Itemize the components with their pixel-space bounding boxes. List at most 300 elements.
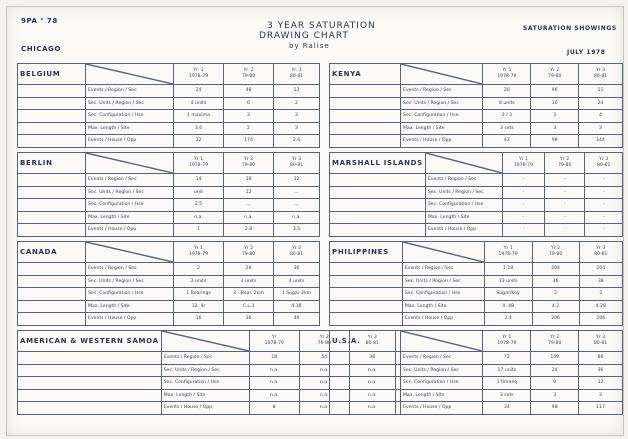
metric-label: Events / House / Opp: [400, 402, 482, 415]
year-header: [274, 242, 320, 263]
value-cell: 204: [532, 263, 579, 276]
year-range: 1978-79: [188, 252, 209, 257]
year-label: Yr 1: [502, 68, 512, 73]
value-cell: 1.18: [484, 263, 532, 276]
value-cell: -: [502, 199, 544, 212]
value-cell: 3: [579, 122, 623, 135]
value-cell: 1: [174, 224, 224, 237]
country-margin-cell: [18, 186, 86, 199]
year-range: 79-80: [241, 74, 256, 79]
year-label: Yr 3: [291, 157, 302, 162]
value-cell: -: [585, 186, 623, 199]
year-header: [249, 331, 299, 352]
table-row: [18, 300, 320, 313]
year-range: 1978-79: [497, 74, 517, 79]
value-cell: n.a.: [349, 402, 395, 415]
value-cell: 4 .48: [484, 300, 532, 313]
metric-label: Sec. Units / Region / Sec: [401, 97, 483, 110]
value-cell: n.a.: [274, 211, 320, 224]
value-cell: 96: [531, 85, 579, 98]
country-margin-cell: [18, 199, 86, 212]
reference-label: 9PA ’ 78: [21, 17, 58, 25]
country-name: PHILIPPINES: [330, 242, 403, 263]
saturation-chart-sheet: [6, 6, 624, 436]
value-cell: -: [585, 211, 623, 224]
value-cell: 6: [224, 97, 274, 110]
metric-label: Sec. Configuration / Hse: [400, 377, 482, 390]
value-cell: 4 units: [274, 275, 320, 288]
value-cell: 2: [224, 122, 274, 135]
table-row: [330, 211, 623, 224]
value-cell: 2 units: [174, 275, 224, 288]
value-cell: 38: [579, 275, 622, 288]
year-range: 1978-79: [497, 341, 517, 346]
value-cell: 2: [274, 97, 320, 110]
value-cell: ...: [274, 186, 320, 199]
value-cell: n.a.: [299, 364, 349, 377]
metric-label: Sec. Configuration / Hse: [402, 288, 484, 301]
metric-label: Events / Region / Sec: [86, 174, 174, 187]
table-row: [330, 174, 623, 187]
value-cell: n.a.: [299, 402, 349, 415]
year-header: [484, 242, 532, 263]
metric-label: Max. Length / Site: [161, 389, 249, 402]
value-cell: -: [502, 211, 544, 224]
year-header: [579, 242, 622, 263]
table-row: [330, 288, 623, 301]
title-line-3: by Ralise: [289, 42, 330, 50]
city-label: CHICAGO: [21, 45, 62, 53]
metric-label: Events / Region / Sec: [86, 263, 174, 276]
country-name: BELGIUM: [18, 64, 86, 85]
year-range: 80-81: [365, 341, 379, 346]
value-cell: 36: [579, 364, 623, 377]
table-row: [18, 85, 320, 98]
country-name: AMERICAN & WESTERN SAMOA: [18, 331, 162, 352]
value-cell: 149: [531, 352, 579, 365]
value-cell: 3 units: [224, 275, 274, 288]
value-cell: 3: [224, 110, 274, 123]
value-cell: -: [545, 224, 585, 237]
value-cell: 1 timeeq: [483, 377, 531, 390]
title-line-2: DRAWING CHART: [259, 31, 349, 41]
country-name: BERLIN: [18, 153, 86, 174]
department-label: SATURATION SHOWINGS: [523, 25, 617, 32]
country-margin-cell: [330, 389, 401, 402]
table-row: [330, 352, 623, 365]
value-cell: n.a.: [349, 364, 395, 377]
value-cell: 3.6: [174, 122, 224, 135]
metric-label: Sec. Units / Region / Sec: [161, 364, 249, 377]
country-name: KENYA: [330, 64, 401, 85]
value-cell: -: [585, 224, 623, 237]
country-margin-cell: [330, 313, 403, 326]
value-cell: n.a.: [174, 211, 224, 224]
year-label: Yr 3: [599, 157, 609, 162]
value-cell: 2: [532, 288, 579, 301]
table-row: [330, 263, 623, 276]
country-name: CANADA: [18, 242, 86, 263]
metric-label: Events / House / Opp: [161, 402, 249, 415]
value-cell: ...: [224, 199, 274, 212]
country-block-canada: [17, 241, 320, 326]
value-cell: 8: [249, 402, 299, 415]
table-row: [18, 313, 320, 326]
value-cell: 206: [579, 313, 622, 326]
metric-label: Sec. Configuration / Hse: [161, 377, 249, 390]
value-cell: 174: [224, 135, 274, 148]
diagonal-header-cell: [400, 331, 482, 352]
year-label: Yr 1: [193, 246, 204, 251]
year-header: [274, 64, 320, 85]
country-margin-cell: [18, 224, 86, 237]
country-margin-cell: [18, 110, 86, 123]
table-row: [18, 97, 320, 110]
value-cell: -: [585, 199, 623, 212]
year-range: 79-80: [317, 341, 331, 346]
value-cell: 1 Bearings: [174, 288, 224, 301]
value-cell: 12: [274, 85, 320, 98]
metric-label: Sec. Units / Region / Sec: [400, 364, 482, 377]
year-label: Yr 1: [193, 157, 204, 162]
value-cell: 18: [224, 174, 274, 187]
chart-title: [257, 21, 376, 51]
metric-label: Events / Region / Sec: [86, 85, 174, 98]
value-cell: n.a.: [249, 377, 299, 390]
value-cell: -: [545, 174, 585, 187]
table-row: [330, 300, 623, 313]
year-range: 1978-79: [188, 163, 209, 168]
year-header: [545, 153, 585, 174]
metric-label: Max. Length / Site: [400, 389, 482, 402]
metric-label: Events / Region / Sec: [401, 85, 483, 98]
value-cell: 36: [274, 263, 320, 276]
country-block-usa: [329, 330, 623, 415]
year-label: Yr 3: [595, 68, 606, 73]
year-range: 79-80: [241, 163, 256, 168]
year-header: [579, 331, 623, 352]
value-cell: 2.5: [174, 199, 224, 212]
year-range: 80-81: [289, 74, 304, 79]
value-cell: 2: [579, 288, 622, 301]
value-cell: 54: [299, 352, 349, 365]
country-block-marshall: [329, 152, 623, 237]
year-header: [532, 242, 579, 263]
table-row: [330, 377, 623, 390]
year-range: 80-81: [594, 252, 608, 257]
value-cell: 3: [531, 389, 579, 402]
value-cell: 36: [224, 313, 274, 326]
year-header: [579, 64, 623, 85]
metric-label: Events / Region / Sec: [425, 174, 502, 187]
value-cell: 3.5: [274, 224, 320, 237]
country-margin-cell: [330, 211, 426, 224]
year-header: [224, 153, 274, 174]
value-cell: 18: [249, 352, 299, 365]
table-row: [330, 402, 623, 415]
year-header: [174, 153, 224, 174]
table-row: [18, 288, 320, 301]
value-cell: 206: [532, 313, 579, 326]
value-cell: 2.4: [484, 313, 532, 326]
country-margin-cell: [18, 174, 86, 187]
table-row: [18, 275, 320, 288]
metric-label: Events / House / Opp: [86, 135, 174, 148]
metric-label: Events / House / Opp: [86, 313, 174, 326]
year-header: [483, 64, 531, 85]
country-margin-cell: [330, 199, 426, 212]
year-range: 1978-79: [188, 74, 209, 79]
year-header: [531, 64, 579, 85]
diagonal-header-cell: [401, 64, 483, 85]
country-margin-cell: [330, 224, 426, 237]
year-range: 79-80: [548, 252, 563, 257]
year-label: Yr. 2: [243, 68, 254, 73]
metric-label: Events / Region / Sec: [161, 352, 249, 365]
value-cell: n.a.: [349, 377, 395, 390]
value-cell: 3: [579, 389, 623, 402]
value-cell: 3: [531, 122, 579, 135]
year-range: 1978-79: [498, 252, 518, 257]
metric-label: Events / House / Opp: [425, 224, 502, 237]
country-margin-cell: [330, 402, 401, 415]
year-header: [174, 64, 224, 85]
value-cell: C.L.3: [224, 300, 274, 313]
country-margin-cell: [330, 352, 401, 365]
year-range: 1978-79: [264, 341, 284, 346]
value-cell: n.a.: [249, 364, 299, 377]
country-margin-cell: [18, 122, 86, 135]
value-cell: -: [502, 174, 544, 187]
metric-label: Events / House / Opp: [402, 313, 484, 326]
country-margin-cell: [18, 377, 162, 390]
diagonal-header-cell: [86, 153, 174, 174]
metric-label: Sec. Configuration / Hse: [86, 288, 174, 301]
metric-label: Sec. Units / Region / Sec: [402, 275, 484, 288]
year-label: Yr 1: [503, 246, 513, 251]
value-cell: 2.6: [274, 135, 320, 148]
year-range: 79-80: [548, 74, 562, 79]
country-block-berlin: [17, 152, 320, 237]
year-label: Yr. 3: [291, 68, 302, 73]
value-cell: 24: [174, 85, 224, 98]
country-margin-cell: [18, 300, 86, 313]
value-cell: -: [502, 186, 544, 199]
metric-label: Sec. Configuration / Hse: [86, 110, 174, 123]
table-row: [330, 110, 623, 123]
value-cell: 36: [532, 275, 579, 288]
metric-label: Max. Length / Site: [86, 211, 174, 224]
table-row: [330, 135, 623, 148]
value-cell: 48: [224, 85, 274, 98]
country-margin-cell: [330, 85, 401, 98]
year-range: 79-80: [548, 341, 562, 346]
table-row: [330, 85, 623, 98]
table-row: [330, 364, 623, 377]
value-cell: 3: [274, 110, 320, 123]
value-cell: 16: [531, 97, 579, 110]
country-margin-cell: [18, 402, 162, 415]
country-margin-cell: [330, 275, 403, 288]
metric-label: Events / Region / Sec: [402, 263, 484, 276]
table-row: [330, 389, 623, 402]
value-cell: 32: [174, 135, 224, 148]
country-margin-cell: [330, 263, 403, 276]
value-cell: 42: [483, 135, 531, 148]
value-cell: 144: [579, 135, 623, 148]
country-margin-cell: [330, 377, 401, 390]
value-cell: n.a.: [299, 389, 349, 402]
value-cell: 24: [579, 97, 623, 110]
table-row: [18, 199, 320, 212]
year-range: 80-81: [597, 163, 611, 168]
value-cell: 4.28: [579, 300, 622, 313]
table-row: [330, 186, 623, 199]
year-label: Yr 2: [319, 335, 329, 340]
year-range: 79-80: [241, 252, 256, 257]
country-block-belgium: [17, 63, 320, 148]
year-header: [585, 153, 623, 174]
value-cell: 1 maxima: [174, 110, 224, 123]
value-cell: 12 .4r: [174, 300, 224, 313]
value-cell: Sugar/Key: [484, 288, 532, 301]
metric-label: Max. Length / Site: [86, 122, 174, 135]
year-header: [174, 242, 224, 263]
country-name: U.S.A.: [330, 331, 401, 352]
year-label: Yr 2: [243, 246, 254, 251]
metric-label: Max. Length / Site: [86, 300, 174, 313]
table-row: [18, 122, 320, 135]
value-cell: n.a.: [249, 389, 299, 402]
diagonal-header-cell: [86, 242, 174, 263]
diagonal-header-cell: [86, 64, 174, 85]
value-cell: 24: [531, 364, 579, 377]
year-label: Yr 2: [550, 68, 560, 73]
value-cell: 86: [579, 352, 623, 365]
value-cell: -: [502, 224, 544, 237]
value-cell: 4.2: [532, 300, 579, 313]
metric-label: Events / House / Opp: [86, 224, 174, 237]
value-cell: 98: [531, 135, 579, 148]
year-label: Yr 1: [502, 335, 512, 340]
year-label: Yr: [271, 335, 277, 340]
value-cell: 17 units: [483, 364, 531, 377]
value-cell: 29: [224, 263, 274, 276]
country-margin-cell: [18, 313, 86, 326]
table-row: [18, 110, 320, 123]
year-header: [502, 153, 544, 174]
metric-label: Sec. Units / Region / Sec: [425, 186, 502, 199]
diagonal-header-cell: [402, 242, 484, 263]
value-cell: -: [545, 199, 585, 212]
value-cell: 2 / 3: [483, 110, 531, 123]
diagonal-header-cell: [161, 331, 249, 352]
value-cell: 12: [579, 377, 623, 390]
country-margin-cell: [330, 364, 401, 377]
table-row: [330, 224, 623, 237]
value-cell: unit: [174, 186, 224, 199]
metric-label: Sec. Units / Region / Sec: [86, 97, 174, 110]
value-cell: 3 sets: [483, 122, 531, 135]
table-row: [330, 313, 623, 326]
year-header: [483, 331, 531, 352]
table-row: [18, 174, 320, 187]
country-name: MARSHALL ISLANDS: [330, 153, 426, 174]
metric-label: Sec. Configuration / Hse: [401, 110, 483, 123]
metric-label: Sec. Units / Region / Sec: [86, 275, 174, 288]
country-margin-cell: [330, 186, 426, 199]
table-row: [330, 122, 623, 135]
country-margin-cell: [18, 389, 162, 402]
metric-label: Sec. Configuration / Hse: [425, 199, 502, 212]
year-header: [531, 331, 579, 352]
value-cell: 3 - Bear. 2km: [224, 288, 274, 301]
metric-label: Max. Length / Site: [402, 300, 484, 313]
title-line-1: 3 YEAR SATURATION: [267, 21, 376, 31]
value-cell: 98: [531, 402, 579, 415]
value-cell: -: [545, 211, 585, 224]
value-cell: 4 units: [174, 97, 224, 110]
year-label: Yr 3: [291, 246, 302, 251]
year-label: Yr 2: [550, 335, 560, 340]
country-margin-cell: [330, 174, 426, 187]
country-margin-cell: [18, 352, 162, 365]
year-range: 1978-79: [513, 163, 534, 168]
table-row: [18, 263, 320, 276]
metric-label: Sec. Units / Region / Sec: [86, 186, 174, 199]
year-label: Yr 2: [551, 246, 561, 251]
value-cell: ...: [274, 199, 320, 212]
metric-label: Max. Length / Site: [425, 211, 502, 224]
value-cell: n.a.: [349, 389, 395, 402]
country-margin-cell: [18, 364, 162, 377]
value-cell: 72: [483, 352, 531, 365]
year-range: 80-81: [593, 74, 608, 79]
metric-label: Max. Length / Site: [401, 122, 483, 135]
value-cell: n.a.: [299, 377, 349, 390]
value-cell: 3 sets: [483, 389, 531, 402]
year-label: Yr 2: [560, 157, 570, 162]
value-cell: 14: [174, 174, 224, 187]
value-cell: 12: [274, 174, 320, 187]
country-block-philippines: [329, 241, 623, 326]
value-cell: 12: [224, 186, 274, 199]
year-range: 80-81: [289, 163, 304, 168]
value-cell: 11: [579, 85, 623, 98]
diagonal-header-cell: [425, 153, 502, 174]
metric-label: Sec. Configuration / Hse: [86, 199, 174, 212]
year-range: 79-80: [558, 163, 572, 168]
metric-label: Events / Region / Sec: [400, 352, 482, 365]
country-margin-cell: [18, 288, 86, 301]
country-margin-cell: [18, 211, 86, 224]
year-label: Yr 3: [595, 335, 606, 340]
year-label: Yr 1: [518, 157, 528, 162]
table-row: [330, 275, 623, 288]
value-cell: 49: [274, 313, 320, 326]
value-cell: 20: [483, 85, 531, 98]
value-cell: -: [545, 186, 585, 199]
value-cell: 8 units: [483, 97, 531, 110]
date-label: JULY 1978: [567, 49, 606, 56]
year-label: Yr. 1: [193, 68, 204, 73]
country-margin-cell: [18, 97, 86, 110]
value-cell: 4.18: [274, 300, 320, 313]
year-range: 80-81: [593, 341, 608, 346]
table-row: [330, 199, 623, 212]
country-margin-cell: [330, 110, 401, 123]
country-margin-cell: [330, 135, 401, 148]
